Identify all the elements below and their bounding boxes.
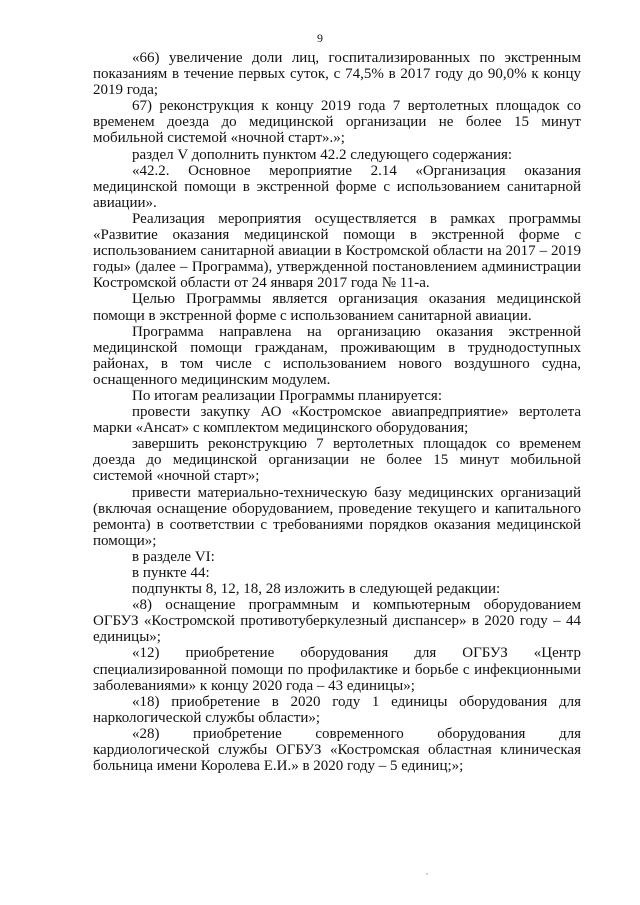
paragraph-item-42-2: «42.2. Основное мероприятие 2.14 «Организация оказания медицинской помощи в экстренной форме с использованием санитарной авиации».	[93, 162, 581, 211]
page-number: 9	[317, 31, 323, 45]
paragraph-program-goal: Целью Программы является организация оказания медицинской помощи в экстренной форме с использованием санитарной авиации.	[93, 291, 581, 324]
paragraph-subitem-12: «12) приобретение оборудования для ОГБУЗ «Центр специализированной помощи по профилактике и борьбе с инфекционными заболеваниями» к концу 2020 года – 43 единицы»;	[93, 645, 581, 694]
paragraph-section-v-amendment: раздел V дополнить пунктом 42.2 следующего содержания:	[132, 146, 513, 163]
paragraph-material-base: привести материально-техническую базу медицинских организаций (включая оснащение оборудованием, проведение текущего и капитального ремонта) в соответствии с требованиями порядков оказания медицинской помощи»;	[93, 484, 581, 549]
paragraph-program-direction: Программа направлена на организацию оказания экстренной медицинской помощи гражданам, проживающим в труднодоступных районах, в том числе с использованием нового воздушного судна, оснащенного медицинским модулем.	[93, 323, 581, 388]
paragraph-item-44: в пункте 44:	[132, 565, 210, 581]
paragraph-subitem-8: «8) оснащение программным и компьютерным оборудованием ОГБУЗ «Костромской противотуберкулезный диспансер» в 2020 году – 44 единицы»;	[93, 597, 581, 646]
paragraph-subitem-28: «28) приобретение современного оборудования для кардиологической службы ОГБУЗ «Костромская областная клиническая больница имени Королева Е.И.» в 2020 году – 5 единиц;»;	[93, 725, 581, 775]
paragraph-subitems-edit: подпункты 8, 12, 18, 28 изложить в следующей редакции:	[132, 581, 501, 598]
paragraph-subitem-66: «66) увеличение доли лиц, госпитализированных по экстренным показаниям в течение первых суток, с 74,5% в 2017 году до 90,0% к концу 2019 года;	[93, 50, 581, 99]
scan-speck: ,	[426, 867, 428, 876]
paragraph-helipad-reconstruction: завершить реконструкцию 7 вертолетных площадок со временем доезда до медицинской организации не более 15 минут мобильной системой «ночной старт»;	[93, 436, 581, 485]
paragraph-subitem-18: «18) приобретение в 2020 году 1 единицы оборудования для наркологической службы области»;	[93, 693, 581, 726]
paragraph-helicopter-purchase: провести закупку АО «Костромское авиапредприятие» вертолета марки «Ансат» с комплектом медицинского оборудования;	[93, 404, 581, 437]
paragraph-planned-results: По итогам реализации Программы планируется:	[132, 387, 442, 404]
paragraph-subitem-67: 67) реконструкция к концу 2019 года 7 вертолетных площадок со временем доезда до медицинской организации не более 15 минут мобильной системой «ночной старт».»;	[93, 98, 581, 147]
paragraph-section-vi: в разделе VI:	[132, 548, 215, 565]
document-body	[93, 50, 581, 774]
paragraph-implementation: Реализация мероприятия осуществляется в рамках программы «Развитие оказания медицинской помощи в экстренной форме с использованием санитарной авиации в Костромской области на 2017 – 2019 годы» (далее – Программа), утвержденной постановлением администрации Костромской области от 24 января 2017 года № 11-а.	[93, 210, 581, 292]
